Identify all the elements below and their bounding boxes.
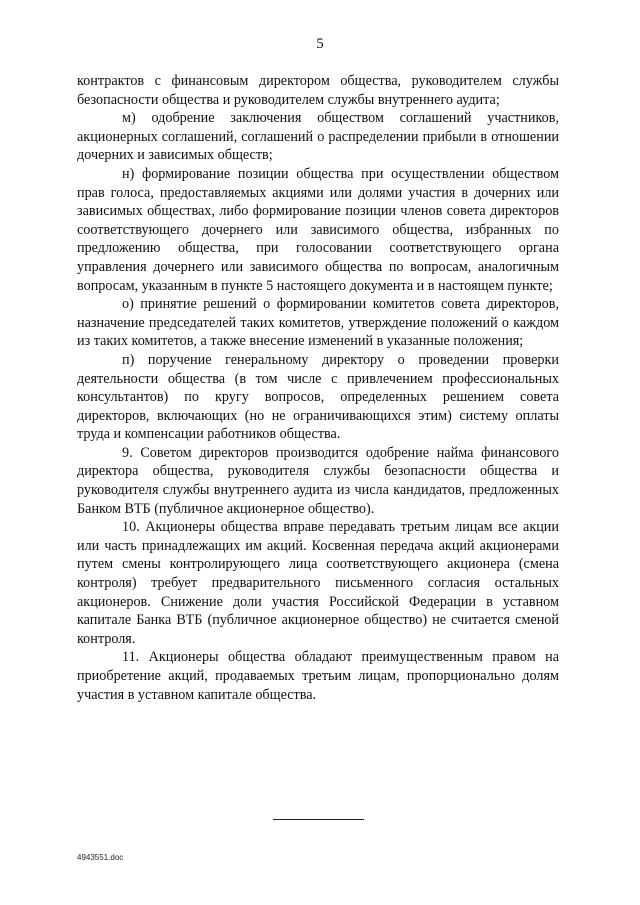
document-body: [77, 72, 559, 704]
paragraph-item-n: н) формирование позиции общества при осуществлении обществом прав голоса, предоставляемых акциями или долями участия в дочерних или зависимых обществах, либо формирование позиции членов совета директоров соответствующего дочернего или зависимого общества, избранных по предложению общества, при голосовании соответствующего органа управления дочернего или зависимого общества по вопросам, аналогичным вопросам, указанным в пункте 5 настоящего документа и в настоящем пункте;: [77, 165, 559, 294]
page-number: 5: [316, 36, 324, 52]
document-file-id: 4943551.doc: [77, 853, 124, 862]
paragraph-clause-10: 10. Акционеры общества вправе передавать третьим лицам все акции или часть принадлежащих им акций. Косвенная передача акций акционерами путем смены контролирующего лица соответствующего акционера (смена контроля) требует предварительного письменного согласия остальных акционеров. Снижение доли участия Российской Федерации в уставном капитале Банка ВТБ (публичное акционерное общество) не считается сменой контроля.: [77, 519, 559, 647]
end-separator-line: [273, 819, 364, 820]
paragraph-clause-11: 11. Акционеры общества обладают преимущественным правом на приобретение акций, продаваемых третьим лицам, пропорционально долям участия в уставном капитале общества.: [77, 649, 559, 703]
paragraph-item-o: о) принятие решений о формировании комитетов совета директоров, назначение председателей таких комитетов, утверждение положений о каждом из таких комитетов, а также внесение изменений в указанные положения;: [77, 296, 559, 350]
paragraph-item-p: п) поручение генеральному директору о проведении проверки деятельности общества (в том числе с привлечением профессиональных консультантов) по кругу вопросов, определенных решением совета директоров, включающих (но не ограничивающихся этим) систему оплаты труда и компенсации работников общества.: [77, 351, 559, 443]
paragraph-clause-9: 9. Советом директоров производится одобрение найма финансового директора общества, руководителя службы безопасности общества и руководителя службы внутреннего аудита из числа кандидатов, предложенных Банком ВТБ (публичное акционерное общество).: [77, 444, 559, 517]
paragraph-contracts-continuation: контрактов с финансовым директором общества, руководителем службы безопасности общества и руководителем службы внутреннего аудита;: [77, 73, 559, 108]
paragraph-item-m: м) одобрение заключения обществом соглашений участников, акционерных соглашений, соглашений о распределении прибыли в отношении дочерних и зависимых обществ;: [77, 110, 559, 164]
